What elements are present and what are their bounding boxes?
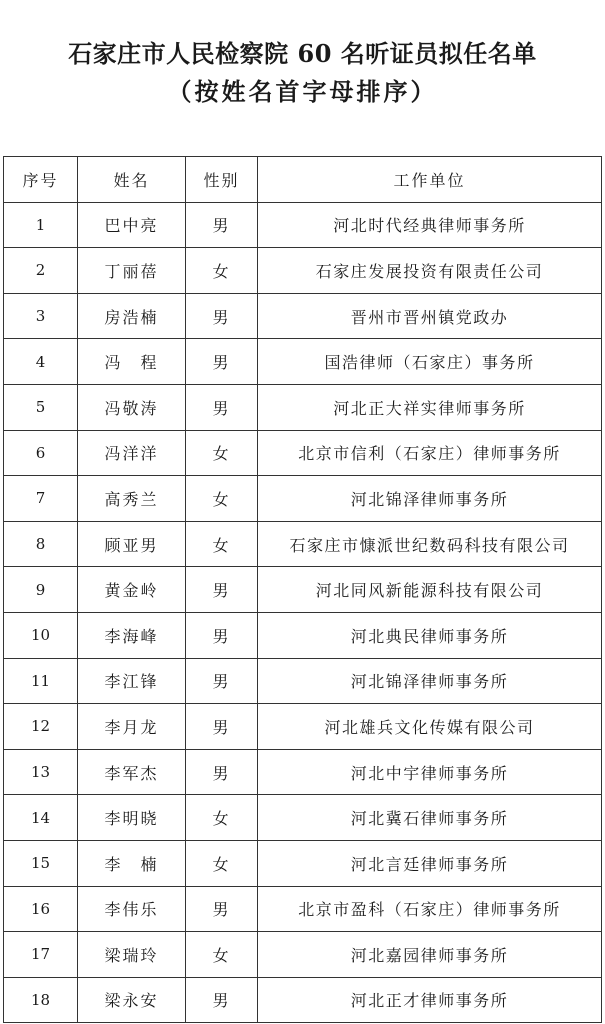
cell-name: 顾亚男 bbox=[78, 521, 186, 567]
table-row bbox=[4, 704, 602, 750]
cell-seq: 15 bbox=[4, 840, 78, 886]
cell-name: 李江锋 bbox=[78, 658, 186, 704]
cell-name: 李海峰 bbox=[78, 612, 186, 658]
cell-unit: 河北雄兵文化传媒有限公司 bbox=[258, 704, 602, 750]
header-unit: 工作单位 bbox=[258, 157, 602, 203]
cell-seq: 8 bbox=[4, 521, 78, 567]
table-row bbox=[4, 567, 602, 613]
document-title: 石家庄市人民检察院 60 名听证员拟任名单 bbox=[68, 39, 537, 68]
cell-seq: 4 bbox=[4, 339, 78, 385]
cell-gender: 男 bbox=[186, 749, 258, 795]
cell-unit: 河北正才律师事务所 bbox=[258, 977, 602, 1023]
header-name: 姓名 bbox=[78, 157, 186, 203]
header-seq: 序号 bbox=[4, 157, 78, 203]
cell-name: 李明晓 bbox=[78, 795, 186, 841]
table-row bbox=[4, 521, 602, 567]
cell-unit: 河北锦泽律师事务所 bbox=[258, 476, 602, 522]
cell-unit: 河北言廷律师事务所 bbox=[258, 840, 602, 886]
cell-unit: 河北正大祥实律师事务所 bbox=[258, 384, 602, 430]
cell-gender: 女 bbox=[186, 476, 258, 522]
cell-seq: 16 bbox=[4, 886, 78, 932]
cell-seq: 10 bbox=[4, 612, 78, 658]
table-header-row bbox=[4, 157, 602, 203]
cell-name: 黄金岭 bbox=[78, 567, 186, 613]
cell-gender: 男 bbox=[186, 886, 258, 932]
cell-name: 巴中亮 bbox=[78, 202, 186, 248]
cell-gender: 男 bbox=[186, 658, 258, 704]
cell-seq: 9 bbox=[4, 567, 78, 613]
cell-gender: 男 bbox=[186, 612, 258, 658]
table-row bbox=[4, 339, 602, 385]
cell-unit: 河北典民律师事务所 bbox=[258, 612, 602, 658]
cell-name: 梁永安 bbox=[78, 977, 186, 1023]
cell-name: 李 楠 bbox=[78, 840, 186, 886]
cell-seq: 11 bbox=[4, 658, 78, 704]
cell-unit: 北京市信利（石家庄）律师事务所 bbox=[258, 430, 602, 476]
cell-unit: 北京市盈科（石家庄）律师事务所 bbox=[258, 886, 602, 932]
cell-name: 李月龙 bbox=[78, 704, 186, 750]
cell-gender: 女 bbox=[186, 248, 258, 294]
cell-gender: 男 bbox=[186, 384, 258, 430]
cell-name: 冯 程 bbox=[78, 339, 186, 385]
table-row bbox=[4, 476, 602, 522]
document-title-block bbox=[0, 38, 605, 108]
cell-gender: 女 bbox=[186, 840, 258, 886]
cell-unit: 石家庄市慷派世纪数码科技有限公司 bbox=[258, 521, 602, 567]
cell-unit: 河北时代经典律师事务所 bbox=[258, 202, 602, 248]
cell-name: 李伟乐 bbox=[78, 886, 186, 932]
cell-gender: 女 bbox=[186, 795, 258, 841]
cell-name: 高秀兰 bbox=[78, 476, 186, 522]
table-row bbox=[4, 977, 602, 1023]
cell-seq: 14 bbox=[4, 795, 78, 841]
cell-unit: 石家庄发展投资有限责任公司 bbox=[258, 248, 602, 294]
cell-name: 李军杰 bbox=[78, 749, 186, 795]
table-row bbox=[4, 932, 602, 978]
cell-seq: 12 bbox=[4, 704, 78, 750]
cell-unit: 晋州市晋州镇党政办 bbox=[258, 293, 602, 339]
cell-gender: 女 bbox=[186, 932, 258, 978]
cell-gender: 女 bbox=[186, 430, 258, 476]
cell-gender: 男 bbox=[186, 339, 258, 385]
cell-name: 冯洋洋 bbox=[78, 430, 186, 476]
table-row bbox=[4, 749, 602, 795]
cell-gender: 男 bbox=[186, 977, 258, 1023]
cell-gender: 男 bbox=[186, 567, 258, 613]
cell-seq: 13 bbox=[4, 749, 78, 795]
document-subtitle: （按姓名首字母排序） bbox=[167, 77, 438, 106]
cell-name: 梁瑞玲 bbox=[78, 932, 186, 978]
cell-unit: 河北冀石律师事务所 bbox=[258, 795, 602, 841]
cell-name: 丁丽蓓 bbox=[78, 248, 186, 294]
cell-seq: 17 bbox=[4, 932, 78, 978]
cell-name: 房浩楠 bbox=[78, 293, 186, 339]
table-row bbox=[4, 658, 602, 704]
table-row bbox=[4, 202, 602, 248]
table-row bbox=[4, 384, 602, 430]
cell-seq: 7 bbox=[4, 476, 78, 522]
table-row bbox=[4, 840, 602, 886]
table-body bbox=[4, 202, 602, 1023]
table-row bbox=[4, 293, 602, 339]
cell-name: 冯敬涛 bbox=[78, 384, 186, 430]
cell-gender: 女 bbox=[186, 521, 258, 567]
cell-gender: 男 bbox=[186, 293, 258, 339]
cell-gender: 男 bbox=[186, 704, 258, 750]
cell-seq: 3 bbox=[4, 293, 78, 339]
table-row bbox=[4, 430, 602, 476]
cell-unit: 河北同风新能源科技有限公司 bbox=[258, 567, 602, 613]
cell-seq: 2 bbox=[4, 248, 78, 294]
cell-seq: 1 bbox=[4, 202, 78, 248]
header-gender: 性别 bbox=[186, 157, 258, 203]
cell-seq: 18 bbox=[4, 977, 78, 1023]
cell-gender: 男 bbox=[186, 202, 258, 248]
cell-seq: 5 bbox=[4, 384, 78, 430]
table-row bbox=[4, 248, 602, 294]
table-row bbox=[4, 795, 602, 841]
cell-unit: 国浩律师（石家庄）事务所 bbox=[258, 339, 602, 385]
table-row bbox=[4, 612, 602, 658]
table-row bbox=[4, 886, 602, 932]
cell-unit: 河北中宇律师事务所 bbox=[258, 749, 602, 795]
cell-unit: 河北嘉园律师事务所 bbox=[258, 932, 602, 978]
hearing-officer-table bbox=[3, 156, 602, 1023]
cell-unit: 河北锦泽律师事务所 bbox=[258, 658, 602, 704]
cell-seq: 6 bbox=[4, 430, 78, 476]
